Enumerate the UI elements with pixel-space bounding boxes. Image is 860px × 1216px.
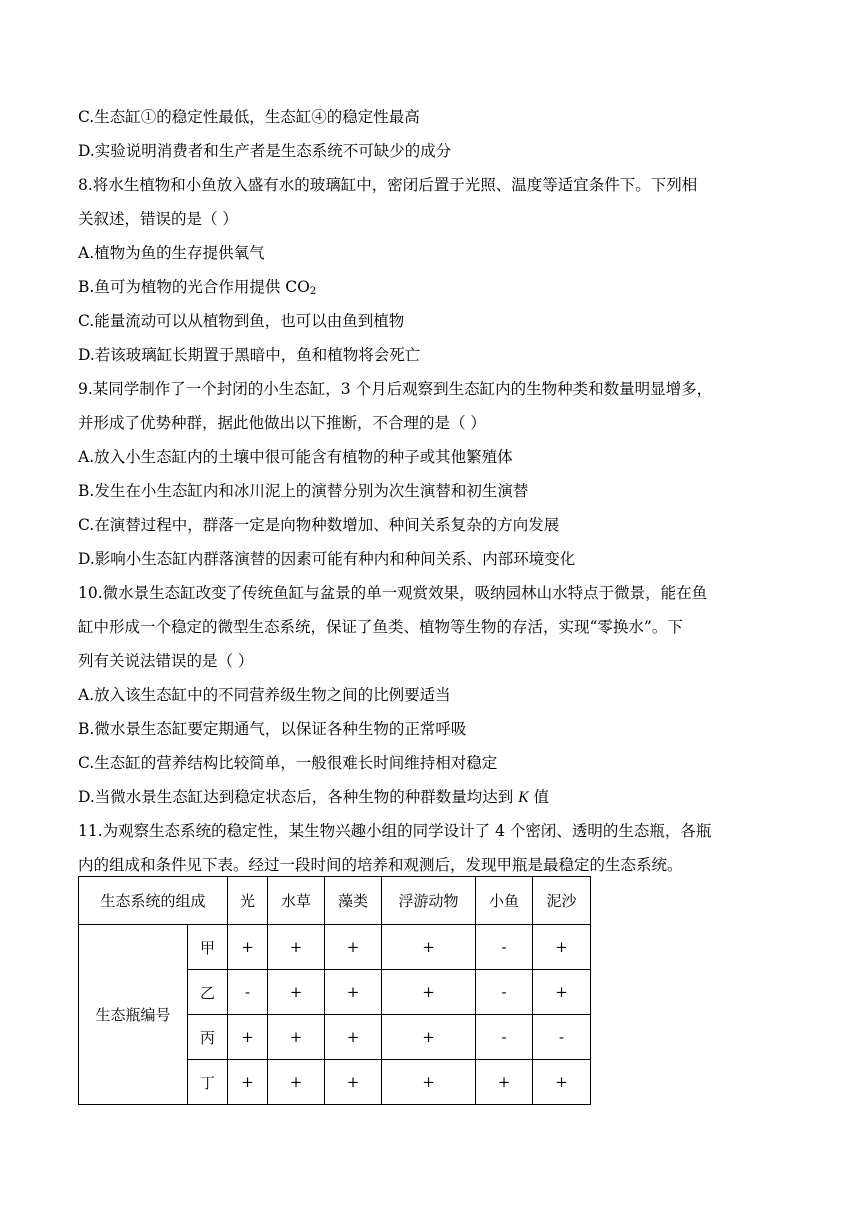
question-8-stem: 8.将水生植物和小鱼放入盛有水的玻璃缸中，密闭后置于光照、温度等适宜条件下。下列相 (78, 176, 698, 194)
option-b (78, 270, 778, 304)
table-cell: + (228, 1015, 268, 1060)
question-9-stem: 9.某同学制作了一个封闭的小生态缸，3 个月后观察到生态缸内的生物种类和数量明显增多， (78, 380, 713, 398)
table-cell: + (325, 1060, 382, 1105)
header-cell: 藻类 (325, 877, 382, 925)
question-11-stem: 11.为观察生态系统的稳定性，某生物兴趣小组的同学设计了 4 个密闭、透明的生态瓶，各瓶 (78, 822, 712, 840)
option-c: C.在演替过程中，群落一定是向物种数增加、种间关系复杂的方向发展 (78, 516, 560, 534)
table-cell: + (268, 970, 325, 1015)
table-cell: + (382, 1015, 476, 1060)
row-label: 丁 (188, 1060, 228, 1105)
text-line: C.生态缸①的稳定性最低，生态缸④的稳定性最高 (78, 108, 420, 126)
text-line: 并形成了优势种群，据此他做出以下推断，不合理的是（ ） (78, 414, 486, 432)
row-group-label: 生态瓶编号 (79, 925, 188, 1105)
table-cell: + (268, 1060, 325, 1105)
table-cell: + (533, 970, 591, 1015)
option-d: D.影响小生态缸内群落演替的因素可能有种内和种间关系、内部环境变化 (78, 550, 576, 568)
table-cell: + (325, 1015, 382, 1060)
table-cell: + (325, 925, 382, 970)
ecosystem-composition-table (78, 876, 591, 1105)
text-line: 列有关说法错误的是（ ） (78, 652, 254, 670)
table-row (79, 925, 591, 970)
option-c: C.生态缸的营养结构比较简单，一般很难长时间维持相对稳定 (78, 754, 498, 772)
table-cell: - (533, 1015, 591, 1060)
k-symbol: K (518, 789, 529, 806)
table-cell: + (268, 1015, 325, 1060)
text-line: 内的组成和条件见下表。经过一段时间的培养和观测后，发现甲瓶是最稳定的生态系统。 (78, 856, 683, 874)
option-c: C.能量流动可以从植物到鱼，也可以由鱼到植物 (78, 312, 405, 330)
table-header-row (79, 877, 591, 925)
table-cell: + (533, 925, 591, 970)
header-composition: 生态系统的组成 (79, 877, 228, 925)
table-cell: + (476, 1060, 533, 1105)
table-cell: + (228, 1060, 268, 1105)
text-line: 关叙述，错误的是（ ） (78, 210, 238, 228)
table-cell: - (476, 1015, 533, 1060)
table-cell: + (382, 925, 476, 970)
table-cell: + (325, 970, 382, 1015)
text-line: 缸中形成一个稳定的微型生态系统，保证了鱼类、植物等生物的存活，实现“零换水”。下 (78, 618, 683, 636)
question-text (78, 100, 778, 882)
question-10-stem: 10.微水景生态缸改变了传统鱼缸与盆景的单一观赏效果，吸纳园林山水特点于微景，能在鱼 (78, 584, 708, 602)
header-cell: 光 (228, 877, 268, 925)
option-text-end: 值 (528, 788, 550, 806)
option-d: D.若该玻璃缸长期置于黑暗中，鱼和植物将会死亡 (78, 346, 421, 364)
row-label: 丙 (188, 1015, 228, 1060)
option-b: B.发生在小生态缸内和冰川泥上的演替分别为次生演替和初生演替 (78, 482, 529, 500)
header-cell: 泥沙 (533, 877, 591, 925)
table-cell: - (228, 970, 268, 1015)
table-cell: + (228, 925, 268, 970)
subscript: 2 (309, 286, 317, 297)
option-b: B.微水景生态缸要定期通气，以保证各种生物的正常呼吸 (78, 720, 467, 738)
header-cell: 浮游动物 (382, 877, 476, 925)
table-cell: + (268, 925, 325, 970)
header-cell: 小鱼 (476, 877, 533, 925)
table-cell: + (533, 1060, 591, 1105)
option-a: A.放入小生态缸内的土壤中很可能含有植物的种子或其他繁殖体 (78, 448, 513, 466)
option-a: A.植物为鱼的生存提供氧气 (78, 244, 265, 262)
table-cell: - (476, 925, 533, 970)
table-cell: + (382, 970, 476, 1015)
option-text: B.鱼可为植物的光合作用提供 CO (78, 278, 310, 296)
row-label: 甲 (188, 925, 228, 970)
table-cell: - (476, 970, 533, 1015)
option-text: D.当微水景生态缸达到稳定状态后，各种生物的种群数量均达到 (78, 788, 519, 806)
row-label: 乙 (188, 970, 228, 1015)
option-a: A.放入该生态缸中的不同营养级生物之间的比例要适当 (78, 686, 451, 704)
text-line: D.实验说明消费者和生产者是生态系统不可缺少的成分 (78, 142, 452, 160)
option-d (78, 780, 778, 814)
table-cell: + (382, 1060, 476, 1105)
header-cell: 水草 (268, 877, 325, 925)
